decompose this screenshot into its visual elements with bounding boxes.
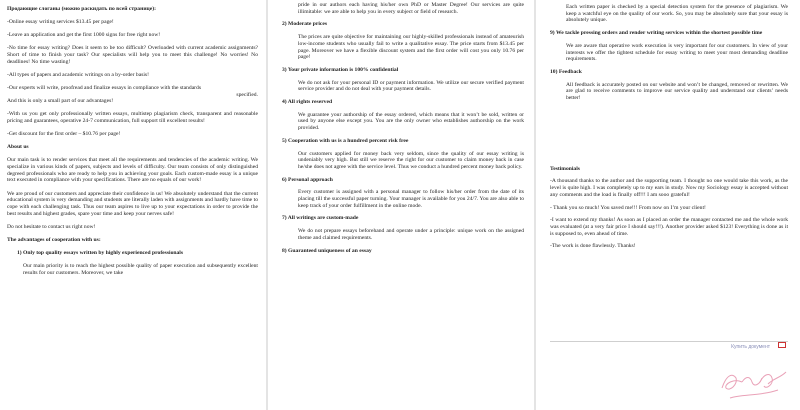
testimonial-2: - Thank you so much! You saved me!!! From now on I’m your client!: [550, 204, 706, 211]
advantage-1-title: 1) Only top quality essays written by highly experienced professionals: [17, 249, 184, 256]
slogan-4: -All types of papers and academic writings on a by-order basis!: [7, 71, 149, 78]
slogans-heading: Продающие слоганы (можно раскидать по всей странице):: [7, 6, 156, 12]
slogan-5-note: And this is only a small part of our advantages!: [7, 98, 114, 105]
page-left: [0, 0, 266, 410]
spacer: [550, 108, 788, 166]
footer-divider: [550, 341, 788, 342]
about-heading: About us: [7, 144, 29, 151]
advantage-10-title: 10) Feedback: [550, 68, 582, 75]
advantage-9-text: We are aware that operative work execution is very important for our customers. In view of your interests we offer the tightest schedule for essay writing to meet your most demanding deadline requirements.: [566, 42, 788, 63]
about-para-1: Our main task is to render services that meet all the requirements and tendencies of the academic writing. We specialize in various kinds of papers, subjects and levels of difficulty. Our team consists of only distinguished degreed professionals who are ready to help you in achieving your goals. Each custom-made essay is a unique text executed in compliance with your specifications. There are no equals of our work!: [7, 157, 258, 184]
advantage-1-continued: pride in our authors each having his/her own PhD or Master Degree! Our services are quite illimitable: we are able to help you in every subject or field of research.: [298, 2, 524, 15]
buy-document-link[interactable]: Купить документ: [731, 344, 770, 350]
advantage-4-text: We guarantee your authorship of the essay ordered, which means that it won’t be sold, written or used by anyone else except you. You are the only owner who establishes authorship on the work provided.: [298, 111, 524, 132]
slogan-5-tail: specified.: [236, 91, 258, 98]
advantage-8-text: Each written paper is checked by a special detection system for the presence of plagiarism. We keep a watchful eye on the quality of our work. So, you may be absolutely sure that your essay is absolutely unique.: [566, 4, 788, 24]
advantage-9-title: 9) We tackle pressing orders and render writing services within the shortest possible time: [550, 30, 763, 37]
advantage-10-text: All feedback is accurately posted on our website and won’t be changed, removed or rewritten. We are glad to receive comments to improve our service quality and understand our clients’ needs better!: [566, 81, 788, 102]
slogan-7: -Get discount for the first order – $10.76 per page!: [7, 131, 121, 138]
slogan-3: -No time for essay writing? Does it seem to be too difficult? Overloaded with current academic assignments? Short of time to finish your task? Our specialists will help you to meet this challenge! No worries! No deadlines! No time wasting!: [7, 45, 258, 65]
advantage-6-title: 6) Personal approach: [282, 176, 333, 183]
slogan-2: -Leave an application and get the first 1000 signs for free right now!: [7, 32, 161, 39]
signature-watermark-icon: [716, 348, 796, 408]
testimonial-3: -I want to extend my thanks! As soon as I placed an order the manager contacted me and the whole work was evaluated (at a very fair price I should say!!!). Another provider asked $123! Everything is done as it is supposed to, even ahead of time.: [550, 217, 788, 237]
page-right: [536, 0, 800, 410]
advantage-5-text: Our customers applied for money back very seldom, since the quality of our essay writing is undeniably very high. But still we reserve the right for our customer to claim money back in case he/she does not agree with the service level. Thus we conduct a hundred percent money back policy.: [298, 150, 524, 170]
testimonial-4: -The work is done flawlessly. Thanks!: [550, 243, 636, 250]
advantage-7-text: We do not prepare essays beforehand and operate under a principle: unique work on the assigned theme and claimed requirements.: [298, 228, 524, 241]
advantage-3-title: 3) Your private information is 100% confidential: [282, 66, 399, 73]
testimonial-1: -A thousand thanks to the author and the supporting team. I thought no one would take this work, as the level is quite high. I was completely up to my ears in study. Now my Sociology essay is accepted without any comments and the load is finally off!!! I am sooo grateful!: [550, 178, 788, 198]
about-para-2: We are proud of our customers and appreciate their confidence in us! We absolutely understand that the current educational system is very demanding and students are literally laden with assignments and hardly have time to cope with each challenging task. Thus our team aspires to live up to your expectations in order to provide the best results and highest grades, spare your time and keep your nerves safe!: [7, 190, 258, 217]
about-para-3: Do not hesitate to contact us right now!: [7, 223, 96, 230]
advantage-8-title: 8) Guaranteed uniqueness of an essay: [282, 247, 372, 254]
page-middle: [268, 0, 534, 410]
advantage-1-text: Our main priority is to reach the highest possible quality of paper execution and subsequently excellent results for our customers. Moreover, we take: [23, 263, 258, 276]
advantage-2-text: The prices are quite objective for maintaining our highly-skilled professionals instead of amateurish low-income students who usually fail to write a qualitative essay. The price starts from $13.45 per page. Moreover we have a flexible discount system and the first order will cost you only 10.76 per page!: [298, 34, 524, 61]
slogan-6: -With us you get only professionally written essays, multistep plagiarism check, transparent and reasonable pricing and guarantees, operative 24-7 communication, full support till excellent results!: [7, 111, 258, 125]
advantage-2-title: 2) Moderate prices: [282, 21, 328, 28]
slogan-5: -Our experts will write, proofread and finalize essays in compliance with the standards: [7, 84, 202, 91]
advantages-heading: The advantages of cooperation with us:: [7, 236, 101, 243]
advantage-4-title: 4) All rights reserved: [282, 99, 333, 106]
advantage-6-text: Every customer is assigned with a personal manager to follow his/her order from the date of its placing till the successful paper turning. Your manager is available for you 24/7. You are also able to keep track of your order fulfillment in the online mode.: [298, 189, 524, 209]
advantage-3-text: We do not ask for your personal ID or payment information. We utilize our secure verified payment service provider and do not deal with your payment details.: [298, 79, 524, 93]
testimonials-heading: Testimonials: [550, 165, 580, 172]
advantage-7-title: 7) All writings are custom-made: [282, 215, 359, 222]
slogan-1: -Online essay writing services $13.45 per page!: [7, 19, 114, 26]
advantage-5-title: 5) Cooperation with us is a hundred percent risk free: [282, 137, 409, 144]
